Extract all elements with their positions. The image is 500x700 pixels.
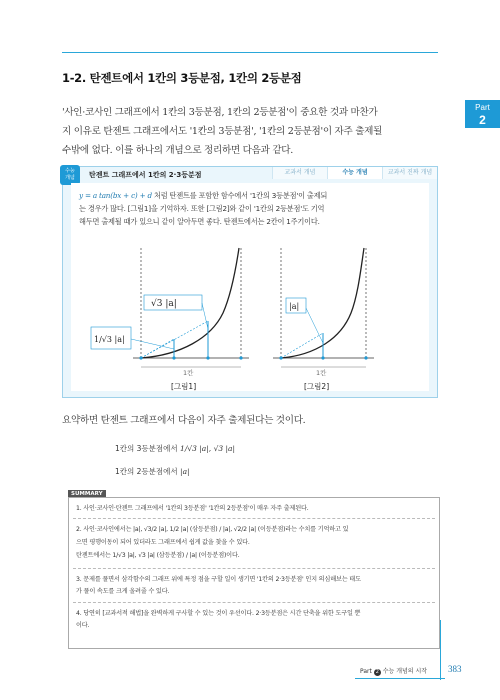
concept-text: [79, 189, 419, 228]
tab-true-textbook[interactable]: 교과서 진짜 개념: [382, 167, 437, 179]
summary-item-2b: 으면 평행이동이 되어 있더라도 그래프에서 쉽게 값을 찾을 수 있다.: [76, 539, 250, 546]
footer-part-num: 2: [375, 669, 379, 675]
footer-bar: [355, 678, 445, 679]
figure-2: [273, 248, 374, 391]
concept-text-1: 처럼 탄젠트를 포함한 함수에서 '1칸의 3등분점'이 출제되: [151, 191, 328, 200]
summary-label: SUMMARY: [68, 490, 106, 498]
result-2-math: |a|: [180, 467, 190, 476]
concept-box: [62, 166, 438, 398]
intro-paragraph: [62, 103, 447, 160]
footer-chapter: 수능 개념의 시작: [382, 668, 428, 675]
summary-item-3a: 3. 문제를 풀면서 삼각함수의 그래프 위에 특정 점을 구할 일이 생기면 '1칸의 2·3등분점' 인지 의심해보는 태도: [76, 576, 361, 583]
tan-formula: y = a tan(bx + c) + d: [79, 191, 152, 200]
summary-item-2c: 탄젠트에서는 1/√3 |a|, √3 |a| (삼등분점) / |a| (이등분점)이다.: [76, 552, 240, 559]
concept-box-title: 탄젠트 그래프에서 1칸의 2·3등분점: [89, 171, 202, 179]
intro-line: '사인·코사인 그래프에서 1칸의 3등분점, 1칸의 2등분점'이 중요한 것과 마찬가: [62, 107, 378, 118]
intro-line: 지 이유로 탄젠트 그래프에서도 '1칸의 3등분점', '1칸의 2등분점'이 자주 출제될: [62, 126, 383, 137]
summary-item-1: 1. 사인·코사인·탄젠트 그래프에서 '1칸의 3등분점' '1칸의 2등분점'이 매우 자주 출제된다.: [76, 505, 309, 512]
page-number: 383: [448, 664, 462, 674]
tangent-figures: [71, 243, 429, 393]
summary-box: [68, 497, 440, 649]
concept-text-3: 해두면 출제될 때가 있으니 같이 알아두면 좋다. 탄젠트에서는 2칸이 1주기이다.: [79, 217, 320, 226]
fig1-inv-label: 1/√3 |a|: [94, 335, 125, 344]
part-tab-number: 2: [479, 113, 486, 127]
badge-top: 수능: [65, 168, 75, 174]
result-1-math: 1/√3 |a|, √3 |a|: [180, 444, 236, 453]
summary-divider: [73, 602, 435, 603]
result-line-1: [115, 443, 235, 454]
result-2-prefix: 1칸의 2등분점에서: [115, 467, 178, 476]
part-tab-label: Part: [475, 103, 490, 112]
fig2-a-label: |a|: [289, 302, 300, 311]
result-line-2: [115, 466, 190, 477]
summary-sentence: 요약하면 탄젠트 그래프에서 다음이 자주 출제된다는 것이다.: [62, 415, 306, 426]
summary-item-4a: 4. 당연히 [교과서적 해법]을 완벽하게 구사할 수 있는 것이 우선이다. 2·3등분점은 시간 단축을 위한 도구일 뿐: [76, 610, 361, 617]
fig1-caption: [그림1]: [171, 382, 197, 391]
page-footer: [360, 666, 427, 676]
summary-item-3b: 가 풀이 속도를 크게 올려줄 수 있다.: [76, 588, 170, 595]
top-rule: [62, 52, 438, 53]
summary-item-2a: 2. 사인·코사인에서는 |a|, √3/2 |a|, 1/2 |a| (삼등분점) / |a|, √2/2 |a| (이등분점)라는 수치를 기억하고 있: [76, 526, 349, 533]
concept-tabs: [272, 167, 437, 179]
result-1-prefix: 1칸의 3등분점에서: [115, 444, 178, 453]
concept-badge: [60, 165, 80, 185]
badge-bottom: 개념: [65, 175, 75, 181]
part-tab[interactable]: [465, 100, 500, 128]
fig1-span-label: 1칸: [183, 369, 194, 377]
summary-divider: [73, 518, 435, 519]
footer-part-label: Part: [360, 668, 372, 675]
tab-textbook[interactable]: 교과서 개념: [272, 167, 327, 179]
summary-divider: [73, 568, 435, 569]
section-title: 1-2. 탄젠트에서 1칸의 3등분점, 1칸의 2등분점: [62, 71, 302, 85]
concept-text-2: 는 경우가 많다. [그림1]을 기억하자. 또한 [그림2]와 같이 '1칸의 2등분점'도 기억: [79, 204, 325, 213]
fig2-span-label: 1칸: [316, 369, 327, 377]
tab-suneung[interactable]: 수능 개념: [327, 167, 382, 179]
summary-item-4b: 이다.: [76, 622, 90, 629]
figure-1: [91, 248, 249, 391]
concept-box-header: [63, 167, 437, 181]
fig1-sqrt3a-label: √3 |a|: [151, 299, 177, 309]
intro-line: 수밖에 없다. 이를 하나의 개념으로 정리하면 다음과 같다.: [62, 145, 293, 156]
concept-box-body: [71, 183, 429, 391]
fig2-caption: [그림2]: [304, 382, 330, 391]
footer-rule: [440, 620, 441, 680]
